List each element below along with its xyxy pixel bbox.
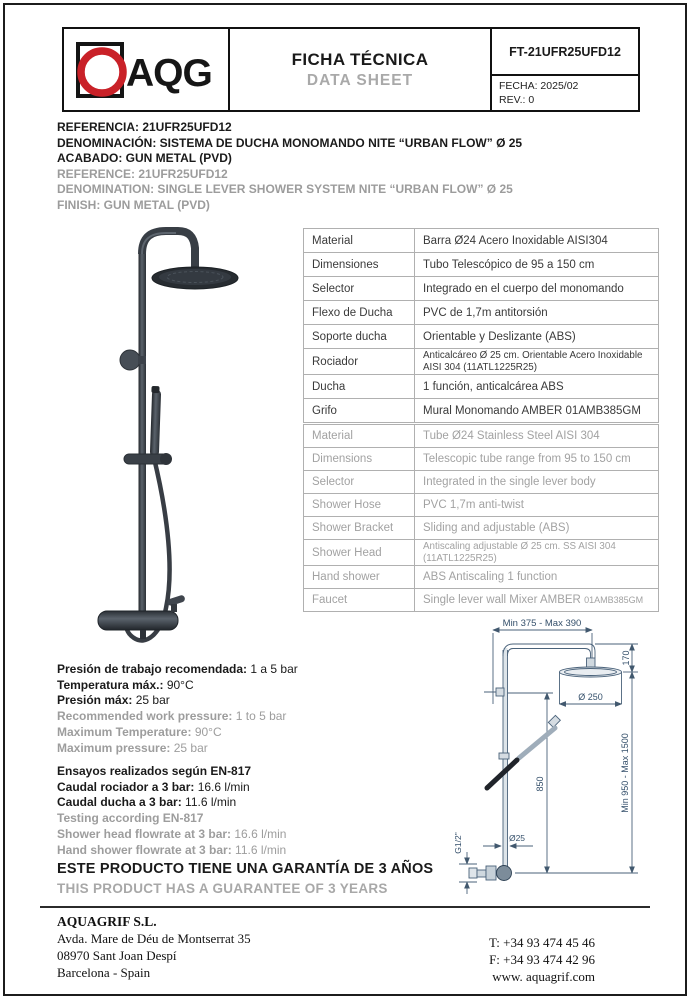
value: 1 to 5 bar (232, 709, 287, 724)
finish-es: ACABADO: GUN METAL (PVD) (57, 151, 232, 166)
aqg-logo (74, 37, 219, 103)
website: www. aquagrif.com (492, 969, 595, 984)
spec-value: Mural Monomando AMBER 01AMB385GM (415, 399, 659, 423)
finish-en: FINISH: GUN METAL (PVD) (57, 197, 210, 212)
header-title-cell (230, 29, 492, 110)
spec-value (415, 589, 659, 612)
dim-label-bar-height: 850 (535, 776, 545, 792)
spec-value: Anticalcáreo Ø 25 cm. Orientable Acero Inoxidable AISI 304 (11ATL1225R25) (415, 349, 659, 375)
address-line: Avda. Mare de Déu de Montserrat 35 (57, 931, 251, 946)
logo-cell (64, 29, 230, 110)
spec-value: Integrado en el cuerpo del monomando (415, 277, 659, 301)
value: 11.6 l/min (181, 795, 237, 810)
value: 90°C (191, 724, 222, 739)
contact-block (489, 934, 595, 985)
hand-shower-cap (151, 386, 159, 393)
faucet-value: Single lever wall Mixer AMBER (423, 594, 585, 606)
doc-code: FT-21UFR25UFD12 (492, 29, 638, 76)
spec-value: ABS Antiscaling 1 function (415, 566, 659, 589)
head-flowrate-en (57, 827, 437, 843)
spec-label: Hand shower (304, 566, 415, 589)
dim-label-top-width: Min 375 - Max 390 (502, 618, 582, 629)
spec-value: Tubo Telescópico de 95 a 150 cm (415, 253, 659, 277)
spec-label: Shower Bracket (304, 517, 415, 540)
table-row (304, 589, 659, 612)
drawing-arm-inner (508, 649, 591, 659)
mixer-body (98, 611, 178, 630)
denomination-en: DENOMINATION: SINGLE LEVER SHOWER SYSTEM NITE “URBAN FLOW” Ø 25 (57, 182, 513, 197)
head-flowrate-es (57, 780, 437, 796)
spec-value: PVC de 1,7m antitorsión (415, 301, 659, 325)
slider-knob (160, 453, 172, 465)
logo-text: AQG (125, 51, 212, 95)
value: 11.6 l/min (231, 842, 287, 857)
table-row (304, 540, 659, 566)
technical-drawing (437, 612, 687, 905)
label: Shower head flowrate at 3 bar: (57, 826, 232, 841)
hand-shower (150, 390, 161, 456)
value: 25 bar (170, 740, 208, 755)
spec-value: Tube Ø24 Stainless Steel AISI 304 (415, 425, 659, 448)
spec-label: Soporte ducha (304, 325, 415, 349)
drawing-elbow (497, 866, 512, 881)
doc-title-en: DATA SHEET (306, 71, 414, 89)
max-pressure-es (57, 693, 437, 709)
reference-block (57, 120, 657, 214)
header-right-cell (492, 29, 638, 110)
drawing-hand-shower-head (548, 715, 560, 727)
label: Caudal ducha a 3 bar: (57, 795, 182, 810)
max-temp-en (57, 725, 437, 741)
table-row (304, 566, 659, 589)
dim-label-head-drop: 170 (621, 650, 631, 666)
tests-title-en (57, 811, 437, 827)
table-row (304, 375, 659, 399)
reference-en: REFERENCE: 21UFR25UFD12 (57, 166, 228, 181)
warranty-en: THIS PRODUCT HAS A GUARANTEE OF 3 YEARS (57, 881, 388, 896)
company-name: AQUAGRIF S.L. (57, 914, 157, 929)
drawing-bracket-clamp (496, 688, 504, 696)
value: 1 a 5 bar (247, 662, 298, 676)
table-row (304, 349, 659, 375)
tests-block (57, 764, 437, 858)
dim-label-inlet-thread: G1/2" (453, 832, 463, 854)
spec-label: Shower Head (304, 540, 415, 566)
mixer-outlet (140, 630, 146, 639)
max-pressure-en (57, 741, 437, 757)
work-pressure-es (57, 662, 437, 678)
dim-label-tube-diameter: Ø25 (508, 833, 526, 843)
table-row (304, 399, 659, 423)
spec-value: Integrated in the single lever body (415, 471, 659, 494)
spec-table-en (303, 424, 659, 612)
spec-table-es (303, 228, 659, 423)
value: 16.6 l/min (231, 826, 287, 841)
phone-line: T: +34 93 474 45 46 (489, 935, 595, 950)
spec-label: Flexo de Ducha (304, 301, 415, 325)
max-temp-es (57, 678, 437, 694)
table-row (304, 301, 659, 325)
wall-bracket-arm (138, 356, 146, 364)
spec-value: Antiscaling adjustable Ø 25 cm. SS AISI 304 (11ATL1225R25) (415, 540, 659, 566)
table-row (304, 471, 659, 494)
spec-label: Material (304, 229, 415, 253)
table-row (304, 494, 659, 517)
spec-value: PVC 1,7m anti-twist (415, 494, 659, 517)
product-photo (68, 226, 303, 651)
value: 16.6 l/min (194, 779, 250, 794)
spec-value: Telescopic tube range from 95 to 150 cm (415, 448, 659, 471)
spec-label: Selector (304, 471, 415, 494)
doc-rev: REV.: 0 (499, 94, 535, 106)
spec-label: Dimensions (304, 448, 415, 471)
label: Caudal rociador a 3 bar: (57, 779, 195, 794)
fax-line: F: +34 93 474 42 96 (489, 952, 595, 967)
label: Temperatura máx.: (57, 677, 164, 692)
conditions-block (57, 662, 437, 756)
doc-title-es: FICHA TÉCNICA (291, 49, 429, 69)
footer (57, 914, 633, 984)
label: Testing according EN-817 (57, 811, 204, 826)
address-line: Barcelona - Spain (57, 965, 151, 980)
hand-flowrate-en (57, 843, 437, 859)
spec-label: Faucet (304, 589, 415, 612)
spec-value: 1 función, anticalcárea ABS (415, 375, 659, 399)
value: 25 bar (132, 693, 170, 708)
label: Recommended work pressure: (57, 709, 233, 724)
denomination-es: DENOMINACIÓN: SISTEMA DE DUCHA MONOMANDO NITE “URBAN FLOW” Ø 25 (57, 135, 523, 150)
table-row (304, 229, 659, 253)
drawing-arm-outer (503, 644, 595, 658)
wall-bracket (120, 350, 140, 370)
drawing-slider (499, 753, 509, 759)
table-row (304, 253, 659, 277)
spec-label: Grifo (304, 399, 415, 423)
drawing-valve-body (486, 866, 496, 880)
warranty-es: ESTE PRODUCTO TIENE UNA GARANTÍA DE 3 AÑOS (57, 861, 434, 877)
faucet-code: 01AMB385GM (584, 595, 644, 605)
value: 90°C (163, 677, 194, 692)
table-row (304, 517, 659, 540)
label: Maximum pressure: (57, 740, 171, 755)
hand-flowrate-es (57, 795, 437, 811)
spec-value: Orientable y Deslizante (ABS) (415, 325, 659, 349)
doc-meta (492, 76, 638, 110)
label: Hand shower flowrate at 3 bar: (57, 842, 232, 857)
label: Presión de trabajo recomendada: (57, 662, 248, 676)
riser-pipe (139, 250, 147, 620)
footer-divider (40, 906, 650, 908)
spec-label: Shower Hose (304, 494, 415, 517)
table-row (304, 277, 659, 301)
spec-value: Barra Ø24 Acero Inoxidable AISI304 (415, 229, 659, 253)
header (62, 27, 640, 112)
spec-label: Dimensiones (304, 253, 415, 277)
drawing-inlet-pipe (477, 870, 486, 877)
label: Maximum Temperature: (57, 724, 192, 739)
table-row (304, 448, 659, 471)
spec-label: Ducha (304, 375, 415, 399)
drawing-inlet-flange (469, 868, 477, 878)
doc-date: FECHA: 2025/02 (499, 80, 579, 92)
spec-label: Rociador (304, 349, 415, 375)
spec-label: Material (304, 425, 415, 448)
table-row (304, 425, 659, 448)
label: Ensayos realizados según EN-817 (57, 764, 252, 778)
dim-label-total-height: Min 950 - Max 1500 (620, 733, 630, 813)
dim-label-head-diameter: Ø 250 (578, 692, 603, 702)
work-pressure-en (57, 709, 437, 725)
tests-title-es (57, 764, 437, 780)
mixer-lever-post (171, 604, 177, 612)
drawing-hand-shower-body (519, 728, 555, 758)
reference-es: REFERENCIA: 21UFR25UFD12 (57, 120, 232, 134)
address-line: 08970 Sant Joan Despí (57, 948, 177, 963)
label: Presión máx: (57, 693, 133, 708)
spec-value: Sliding and adjustable (ABS) (415, 517, 659, 540)
logo-red-ring-icon (81, 51, 123, 93)
drawing-head-stem (587, 658, 596, 668)
spec-label: Selector (304, 277, 415, 301)
table-row (304, 325, 659, 349)
drawing-hand-shower-grip (487, 760, 517, 788)
